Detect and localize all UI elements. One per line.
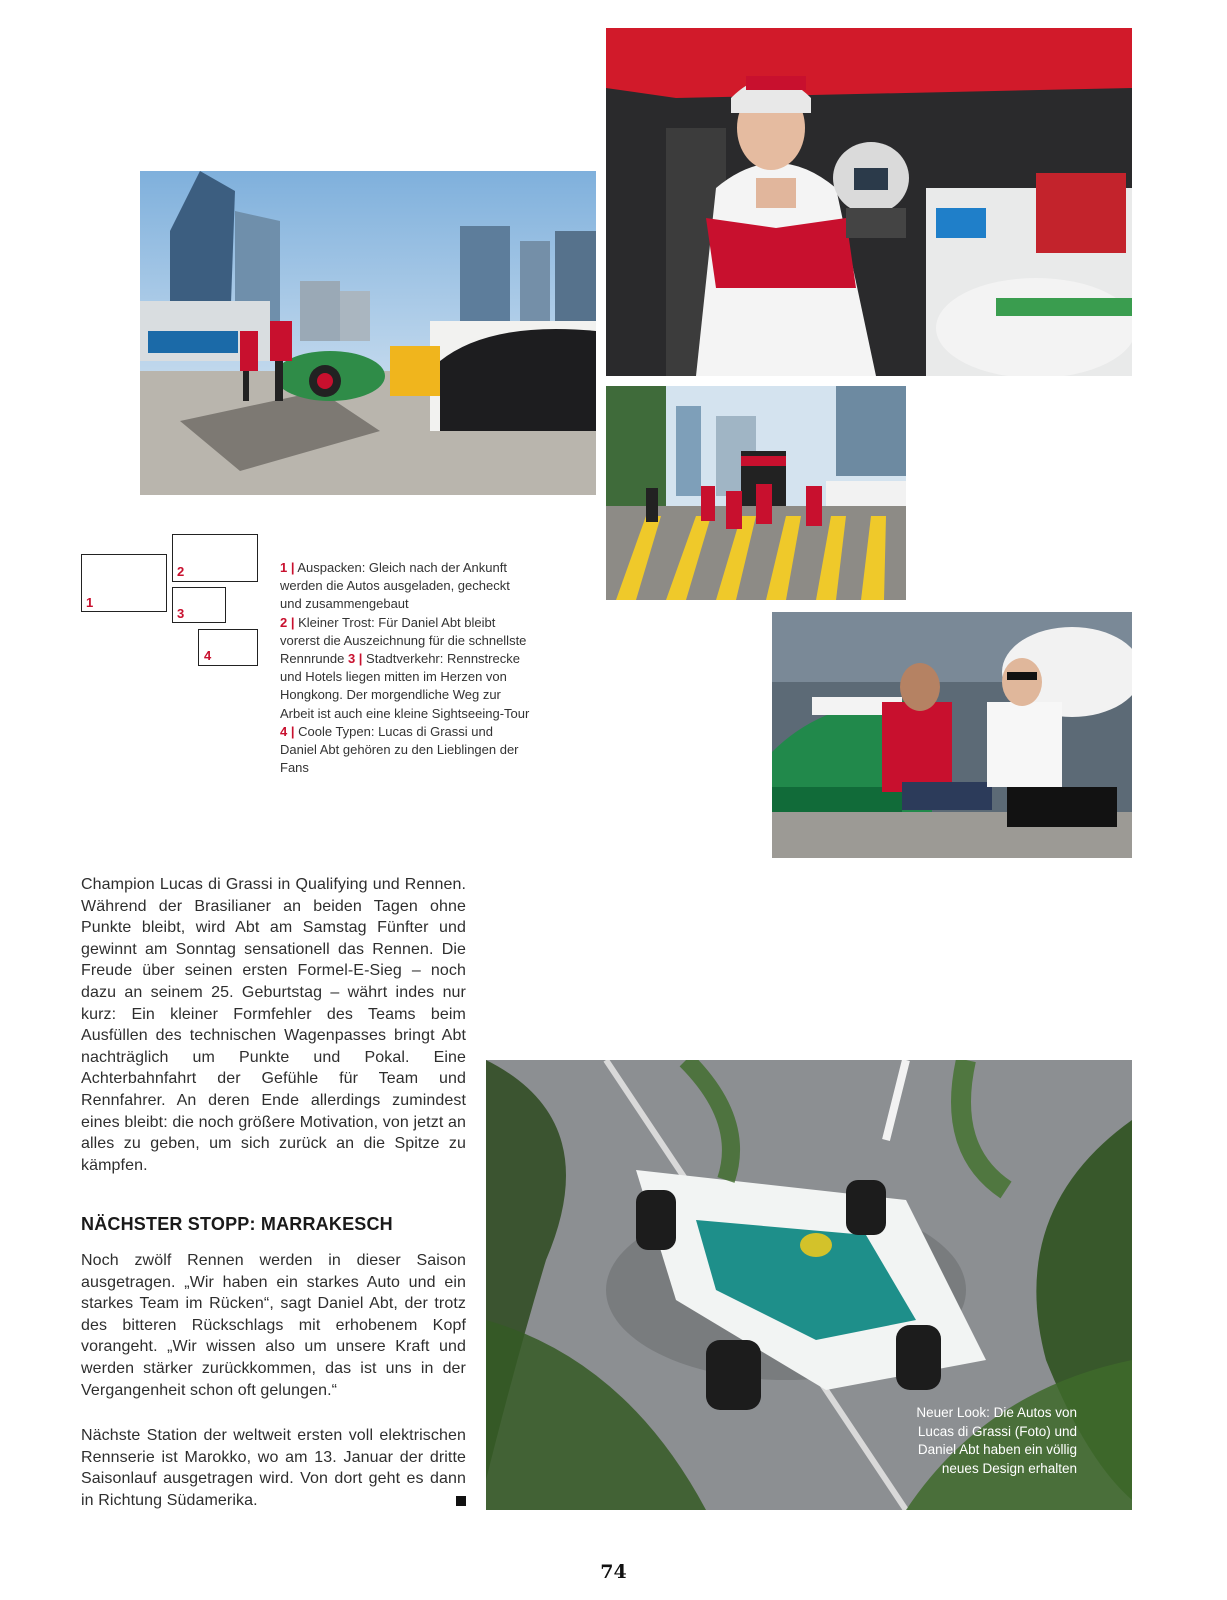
caption-number-4: 4 | xyxy=(280,723,295,739)
caption-number-1: 1 | xyxy=(280,560,295,575)
article-paragraph-3-wrap xyxy=(81,1425,466,1511)
race-car-caption: Neuer Look: Die Autos von Lucas di Grassi (Foto) und Daniel Abt haben ein völlig neues Design erhalten xyxy=(916,1405,1077,1476)
legend-box-2 xyxy=(172,534,258,582)
caption-text-2: Kleiner Trost: Für Daniel Abt bleibt vorerst die Auszeichnung für die schnellste Rennrunde xyxy=(280,614,527,667)
caption-number-3: 3 | xyxy=(347,651,363,667)
caption-text-1: Auspacken: Gleich nach der Ankunft werden die Autos ausgeladen, gecheckt und zusammengebaut xyxy=(280,560,510,612)
photo-captions xyxy=(280,559,532,777)
legend-number-2: 2 xyxy=(177,564,185,579)
article-paragraph-1: Champion Lucas di Grassi in Qualifying und Rennen. Während der Brasilianer an beiden Tagen ohne Punkte bleibt, wird Abt am Samstag Fünfter und gewinnt am Sonntag sensationell das Rennen. Die Freude über seinen ersten Formel-E-Sieg – noch dazu an seinem 25. Geburtstag – währt indes nur kurz: Ein kleiner Formfehler des Teams beim Ausfüllen des technischen Wagenpasses bringt Abt nachträglich um Punkte und Pokal. Eine Achterbahnfahrt der Gefühle für Team und Rennfahrer. An deren Ende allerdings zumindest eines bleibt: die noch größere Motivation, von jetzt an alles zu geben, um sich zurück an die Spitze zu kämpfen. xyxy=(81,876,466,1174)
legend-number-3: 3 xyxy=(177,606,185,621)
article-paragraph-2: Noch zwölf Rennen werden in dieser Saison ausgetragen. „Wir haben ein starkes Auto und ein starkes Team im Rücken“, sagt Daniel Abt, der trotz des bitteren Rückschlags mit erhobenem Kopf vorangeht. „Wir wissen also um unsere Kraft und werden stärker zurückkommen, das ist uns in der Vergangenheit schon oft gelungen.“ xyxy=(81,1252,466,1399)
article-paragraph-3: Nächste Station der weltweit ersten voll elektrischen Rennserie ist Marokko, wo am 13. Januar der dritte Saisonlauf ausgetragen wird. Von dort geht es dann in Richtung Südamerika. xyxy=(81,1427,466,1509)
page-number: 74 xyxy=(600,1561,627,1583)
legend-number-4: 4 xyxy=(204,648,212,663)
legend-box-1 xyxy=(81,554,167,612)
photo-drivers-interview xyxy=(772,612,1132,858)
caption-number-2: 2 | xyxy=(280,614,295,630)
caption-text-4: Coole Typen: Lucas di Grassi und Daniel Abt gehören zu den Lieblingen der Fans xyxy=(280,723,519,776)
caption-text-3: Stadtverkehr: Rennstrecke und Hotels liegen mitten im Herzen von Hongkong. Der morgendliche Weg zur Arbeit ist auch eine kleine Sightseeing-Tour xyxy=(280,651,530,721)
photo-abt-trophy xyxy=(606,28,1132,376)
article-subheading: NÄCHSTER STOPP: MARRAKESCH xyxy=(81,1214,393,1234)
photo-unpacking xyxy=(140,171,596,495)
legend-number-1: 1 xyxy=(86,595,94,610)
article-end-mark xyxy=(456,1496,466,1506)
photo-crosswalk xyxy=(606,386,906,600)
